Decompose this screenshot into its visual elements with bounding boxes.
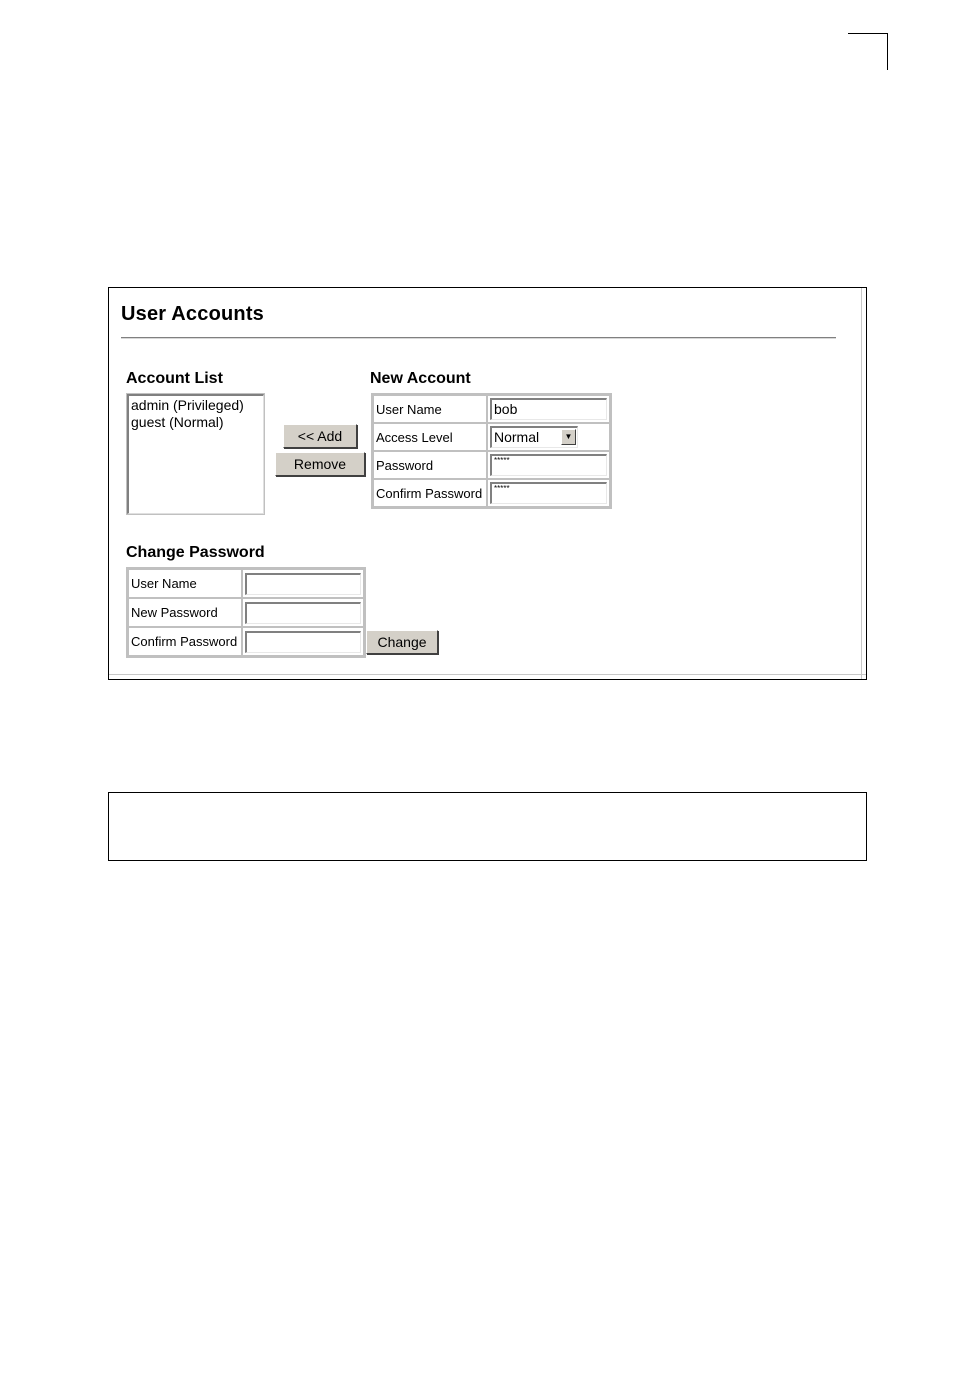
password-label: Password (373, 451, 487, 479)
user-name-label: User Name (128, 569, 242, 598)
change-password-heading: Change Password (126, 544, 265, 561)
new-password-label: New Password (128, 598, 242, 627)
new-account-form (371, 393, 612, 509)
page-title: User Accounts (121, 303, 265, 325)
access-level-value: Normal (494, 429, 540, 445)
remove-button[interactable]: Remove (275, 452, 365, 476)
account-list-heading: Account List (126, 370, 223, 387)
confirm-password-label: Confirm Password (373, 479, 487, 507)
account-listbox[interactable] (127, 394, 264, 514)
new-account-heading: New Account (370, 370, 471, 387)
user-accounts-panel (108, 287, 867, 680)
change-confirm-password-input[interactable] (245, 631, 361, 653)
user-name-label: User Name (373, 395, 487, 423)
title-divider (121, 337, 836, 339)
page-corner-mark (848, 33, 888, 70)
add-button[interactable]: << Add (283, 424, 357, 448)
access-level-label: Access Level (373, 423, 487, 451)
new-password-input[interactable]: ***** (490, 454, 607, 476)
list-item[interactable]: admin (Privileged) (131, 397, 244, 413)
new-user-name-input[interactable]: bob (490, 398, 607, 420)
list-item[interactable]: guest (Normal) (131, 414, 224, 430)
change-password-form (126, 567, 366, 658)
change-new-password-input[interactable] (245, 602, 361, 624)
change-button[interactable]: Change (366, 630, 438, 654)
new-confirm-password-input[interactable]: ***** (490, 482, 607, 504)
access-level-select[interactable] (490, 426, 578, 448)
confirm-password-label: Confirm Password (128, 627, 242, 656)
chevron-down-icon[interactable]: ▼ (561, 429, 576, 445)
change-user-name-input[interactable] (245, 573, 361, 595)
note-box (108, 792, 867, 861)
